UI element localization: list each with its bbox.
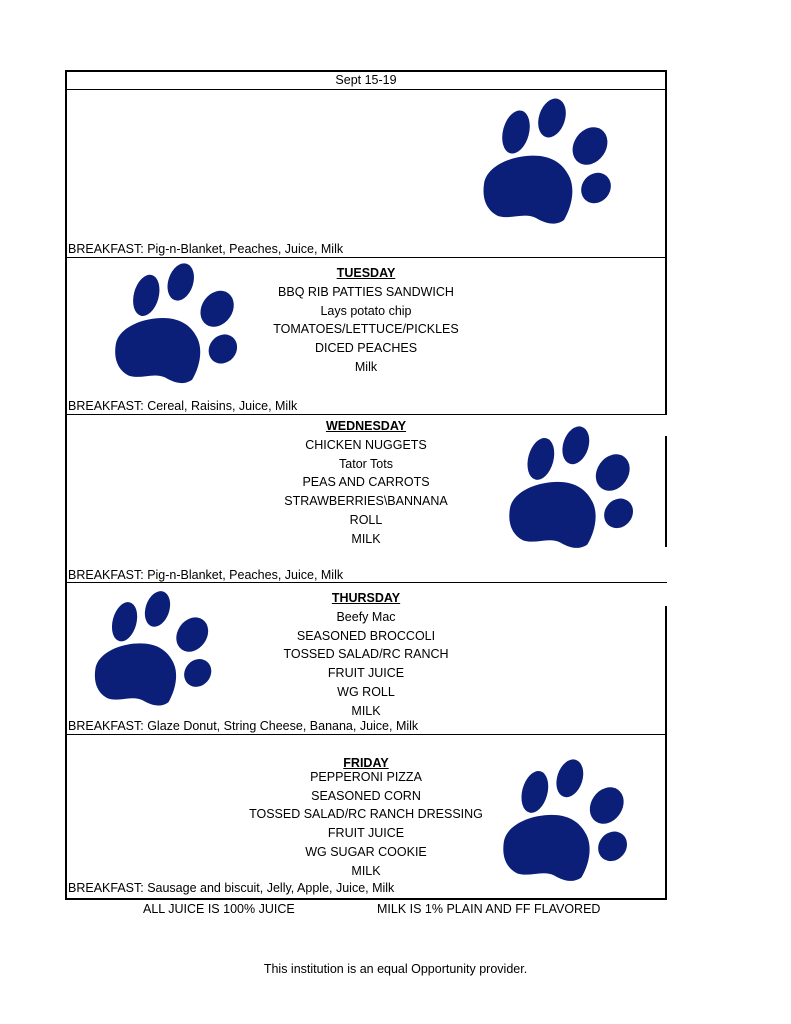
tuesday-heading: TUESDAY xyxy=(336,266,396,280)
divider-header xyxy=(65,89,667,90)
table-right-border-thu xyxy=(665,606,667,900)
wednesday-breakfast: BREAKFAST: Pig-n-Blanket, Peaches, Juice, Milk xyxy=(68,568,344,582)
table-right-border xyxy=(665,70,667,415)
paw-print-icon xyxy=(476,98,616,230)
juice-note: ALL JUICE IS 100% JUICE xyxy=(143,902,295,916)
tuesday-item: BBQ RIB PATTIES SANDWICH xyxy=(278,285,454,299)
wednesday-item: MILK xyxy=(351,532,381,546)
tuesday-breakfast: BREAKFAST: Cereal, Raisins, Juice, Milk xyxy=(68,399,298,413)
wednesday-item: Tator Tots xyxy=(339,457,393,471)
thursday-breakfast: BREAKFAST: Glaze Donut, String Cheese, Banana, Juice, Milk xyxy=(68,719,419,733)
friday-item: WG SUGAR COOKIE xyxy=(305,845,427,859)
friday-item: MILK xyxy=(351,864,381,878)
thursday-item: WG ROLL xyxy=(337,685,395,699)
divider-monday xyxy=(65,257,667,258)
table-right-border-wed xyxy=(665,436,667,547)
wednesday-item: CHICKEN NUGGETS xyxy=(305,438,427,452)
wednesday-item: STRAWBERRIES\BANNANA xyxy=(284,494,448,508)
friday-item: TOSSED SALAD/RC RANCH DRESSING xyxy=(249,807,483,821)
tuesday-item: TOMATOES/LETTUCE/PICKLES xyxy=(273,322,459,336)
week-title: Sept 15-19 xyxy=(335,73,397,87)
thursday-item: TOSSED SALAD/RC RANCH xyxy=(283,647,449,661)
divider-tuesday xyxy=(65,414,667,415)
friday-heading: FRIDAY xyxy=(343,756,389,770)
thursday-item: FRUIT JUICE xyxy=(327,666,405,680)
friday-item: SEASONED CORN xyxy=(311,789,421,803)
wednesday-item: ROLL xyxy=(349,513,383,527)
friday-item: FRUIT JUICE xyxy=(327,826,405,840)
wednesday-item: PEAS AND CARROTS xyxy=(302,475,430,489)
thursday-item: MILK xyxy=(351,704,381,718)
thursday-heading: THURSDAY xyxy=(331,591,401,605)
friday-breakfast: BREAKFAST: Sausage and biscuit, Jelly, Apple, Juice, Milk xyxy=(68,881,395,895)
wednesday-heading: WEDNESDAY xyxy=(325,419,407,433)
thursday-item: SEASONED BROCCOLI xyxy=(296,629,436,643)
table-bottom-border xyxy=(65,898,667,900)
tuesday-item: DICED PEACHES xyxy=(314,341,418,355)
monday-breakfast: BREAKFAST: Pig-n-Blanket, Peaches, Juice, Milk xyxy=(68,242,344,256)
tuesday-item: Lays potato chip xyxy=(320,304,412,318)
tuesday-item: Milk xyxy=(354,360,378,374)
divider-thursday xyxy=(65,734,667,735)
thursday-item: Beefy Mac xyxy=(336,610,396,624)
equal-opportunity-statement: This institution is an equal Opportunity provider. xyxy=(263,962,528,976)
milk-note: MILK IS 1% PLAIN AND FF FLAVORED xyxy=(377,902,601,916)
friday-item: PEPPERONI PIZZA xyxy=(310,770,422,784)
